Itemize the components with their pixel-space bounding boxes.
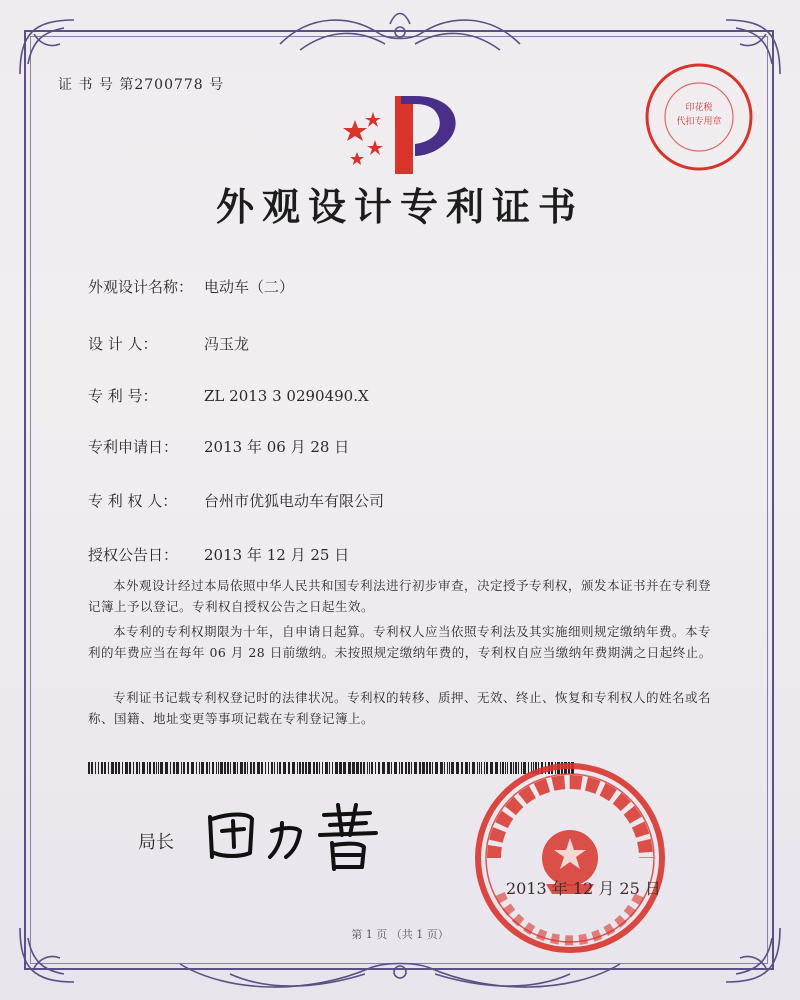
field-designer [88,333,249,354]
svg-text:代扣专用章: 代扣专用章 [676,117,722,127]
director-label: 局长 [138,832,174,853]
svg-text:印花税: 印花税 [685,103,713,113]
seal-date: 2013 年 12 月 25 日 [506,879,661,898]
field-label: 专 利 号： [88,387,158,405]
field-label: 专 利 权 人： [88,492,178,510]
page-number: 第 1 页 （共 1 页） [351,928,449,941]
field-label: 授权公告日： [88,546,179,564]
field-value: 2013 年 06 月 28 日 [204,438,350,456]
paragraph-grant: 本外观设计经过本局依照中华人民共和国专利法进行初步审查，决定授予专利权，颁发本证书并在专利登记簿上予以登记。专利权自授权公告之日起生效。 [88,578,712,614]
top-ornament [270,4,530,64]
field-patentee [88,490,384,511]
paragraph-term: 本专利的专利权期限为十年，自申请日起算。专利权人应当依照专利法及其实施细则规定缴纳年费。本专利的年费应当在每年 06 月 28 日前缴纳。未按照规定缴纳年费的，专利权自应当缴纳年费期满之日起终止。 [88,624,712,660]
field-label: 专利申请日： [88,438,179,456]
director-signature [200,795,390,875]
paragraph-legal-status: 专利证书记载专利权登记时的法律状况。专利权的转移、质押、无效、终止、恢复和专利权人的姓名或名称、国籍、地址变更等事项记载在专利登记簿上。 [88,690,712,726]
field-grant-date [88,544,349,565]
field-value: 2013 年 12 月 25 日 [204,546,350,564]
field-patent-number [88,385,369,406]
patent-office-logo [335,90,470,180]
field-label: 设 计 人： [88,335,158,353]
field-value: 台州市优狐电动车有限公司 [204,492,385,510]
field-label: 外观设计名称： [88,278,194,296]
tax-stamp-seal [640,58,758,176]
field-value: ZL 2013 3 0290490.X [204,387,369,405]
certificate-number: 证 书 号 第2700778 号 [58,77,225,93]
certificate-title: 外观设计专利证书 [215,185,584,229]
field-value: 冯玉龙 [204,335,250,353]
field-design-name [88,276,294,297]
field-value: 电动车（二） [204,278,295,296]
field-application-date [88,436,349,457]
